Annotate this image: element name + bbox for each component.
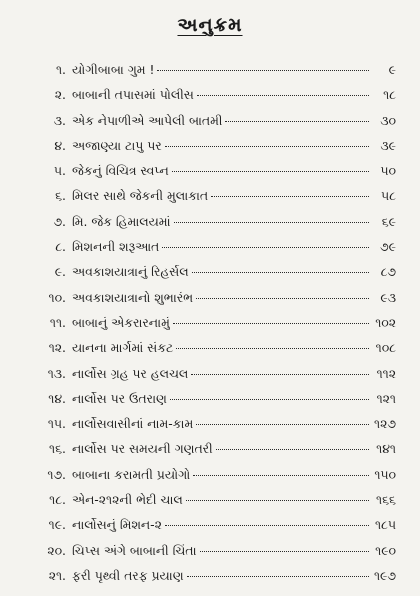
entry-page-number: ૩૯ xyxy=(380,137,396,153)
entry-number: ૧૦. xyxy=(48,289,66,305)
toc-entry xyxy=(22,492,396,517)
toc-entry xyxy=(22,366,396,391)
toc-entry xyxy=(22,87,396,112)
toc-entry xyxy=(22,517,396,542)
entry-title: ચિપ્સ અંગે બાબાની ચિંતા xyxy=(72,542,197,558)
dot-leader xyxy=(193,475,369,476)
toc-entry xyxy=(22,163,396,188)
dot-leader xyxy=(200,551,369,552)
table-of-contents xyxy=(22,62,396,593)
entry-title: નાર્લોસ પર ઉતરાણ xyxy=(72,390,167,406)
entry-title: ફરી પૃથ્વી તરફ પ્રયાણ xyxy=(72,567,184,583)
entry-number: ૯. xyxy=(54,264,66,280)
entry-number: ૨૦. xyxy=(47,542,66,558)
entry-title: અજાણ્યા ટાપુ પર xyxy=(72,137,162,153)
toc-entry xyxy=(22,113,396,138)
dot-leader xyxy=(197,95,369,96)
entry-number: ૧૬. xyxy=(49,441,66,457)
entry-page-number: ૬૯ xyxy=(381,213,396,229)
dot-leader xyxy=(191,374,369,375)
page-title: અનુક્રમ xyxy=(177,14,243,36)
entry-page-number: ૧૧૨ xyxy=(376,365,396,381)
dot-leader xyxy=(170,399,369,400)
entry-page-number: ૭૯ xyxy=(380,239,396,255)
entry-number: ૮. xyxy=(55,239,66,255)
entry-number: ૨૧. xyxy=(48,567,66,583)
dot-leader xyxy=(196,298,369,299)
toc-entry xyxy=(22,290,396,315)
dot-leader xyxy=(157,70,369,71)
entry-page-number: ૯૩ xyxy=(380,289,396,305)
toc-entry xyxy=(22,543,396,568)
entry-number: ૩. xyxy=(53,112,66,128)
dot-leader xyxy=(165,525,369,526)
entry-page-number: ૧૯૭ xyxy=(373,567,396,583)
dot-leader xyxy=(165,146,369,147)
entry-number: ૭. xyxy=(53,213,66,229)
entry-page-number: ૧૦૮ xyxy=(375,340,396,356)
toc-entry xyxy=(22,441,396,466)
toc-entry xyxy=(22,239,396,264)
entry-title: નાર્લોસવાસીનાં નામ-કામ xyxy=(72,416,194,432)
entry-number: ૧૭. xyxy=(47,466,66,482)
entry-title: મિલર સાથે જેકની મુલાકાત xyxy=(72,188,209,204)
entry-title: યોગીબાબા ગુમ ! xyxy=(72,62,155,77)
dot-leader xyxy=(176,348,369,349)
entry-title: બાબાની તપાસમાં પોલીસ xyxy=(72,87,194,103)
entry-number: ૧૫. xyxy=(47,416,66,432)
entry-title: એન-૨૧૨ની ભેદી ચાલ xyxy=(72,492,183,508)
entry-page-number: ૯ xyxy=(388,62,396,77)
toc-entry xyxy=(22,391,396,416)
dot-leader xyxy=(187,576,369,577)
entry-number: ૧. xyxy=(55,62,66,77)
dot-leader xyxy=(172,171,369,172)
entry-title: અવકાશયાત્રાનો શુભારંભ xyxy=(72,289,194,305)
entry-title: નાર્લોસનું મિશન-૨ xyxy=(72,517,162,533)
entry-page-number: ૧૦૨ xyxy=(375,314,396,330)
entry-number: ૪. xyxy=(54,137,66,153)
dot-leader xyxy=(211,196,369,197)
entry-page-number: ૫૦ xyxy=(380,163,396,179)
entry-number: ૬. xyxy=(55,188,66,204)
toc-entry xyxy=(22,340,396,365)
entry-title: એક નેપાળીએ આપેલી બાતમી xyxy=(72,112,223,128)
entry-page-number: ૩૦ xyxy=(380,112,396,128)
entry-title: નાર્લોસ ગ્રહ પર હલચલ xyxy=(72,365,189,381)
entry-number: ૨. xyxy=(54,87,66,103)
dot-leader xyxy=(196,424,369,425)
entry-page-number: ૫૮ xyxy=(381,188,396,204)
entry-title: જેકનું વિચિત્ર સ્વપ્ન xyxy=(72,163,169,179)
dot-leader xyxy=(225,121,369,122)
dot-leader xyxy=(173,323,369,324)
toc-entry xyxy=(22,467,396,492)
toc-entry xyxy=(22,62,396,87)
toc-entry xyxy=(22,416,396,441)
entry-number: ૫. xyxy=(53,163,66,179)
toc-entry xyxy=(22,264,396,289)
entry-page-number: ૧૨૭ xyxy=(374,416,396,432)
entry-page-number: ૧૫૦ xyxy=(374,466,396,482)
dot-leader xyxy=(186,500,369,501)
entry-title: મિ. જેક હિમાલયમાં xyxy=(72,213,171,229)
entry-page-number: ૧૮ xyxy=(383,87,396,103)
dot-leader xyxy=(216,449,369,450)
toc-entry xyxy=(22,568,396,593)
toc-entry xyxy=(22,138,396,163)
toc-entry xyxy=(22,315,396,340)
entry-title: યાનના માર્ગમાં સંકટ xyxy=(72,340,174,356)
entry-page-number: ૮૭ xyxy=(380,264,396,280)
entry-number: ૧૮. xyxy=(49,492,66,508)
entry-page-number: ૧૬૬ xyxy=(376,492,396,508)
dot-leader xyxy=(192,272,369,273)
entry-title: નાર્લોસ પર સમયની ગણતરી xyxy=(72,441,213,457)
entry-page-number: ૧૪૧ xyxy=(376,441,396,457)
entry-page-number: ૧૮૫ xyxy=(374,517,396,533)
entry-number: ૧૪. xyxy=(48,390,66,406)
entry-title: બાબાના કરામતી પ્રયોગો xyxy=(72,466,191,482)
toc-entry xyxy=(22,214,396,239)
dot-leader xyxy=(162,247,369,248)
entry-page-number: ૧૨૧ xyxy=(376,390,396,406)
entry-number: ૧૯. xyxy=(48,517,66,533)
entry-number: ૧૩. xyxy=(47,365,66,381)
dot-leader xyxy=(174,222,369,223)
entry-number: ૧૨. xyxy=(48,340,66,356)
entry-number: ૧૧. xyxy=(49,314,66,330)
entry-title: બાબાનું એકરારનામું xyxy=(72,314,170,330)
entry-title: અવકાશયાત્રાનું રિહર્સલ xyxy=(72,264,189,280)
toc-entry xyxy=(22,188,396,213)
entry-page-number: ૧૯૦ xyxy=(375,542,396,558)
entry-title: મિશનની શરૂઆત xyxy=(72,239,160,255)
